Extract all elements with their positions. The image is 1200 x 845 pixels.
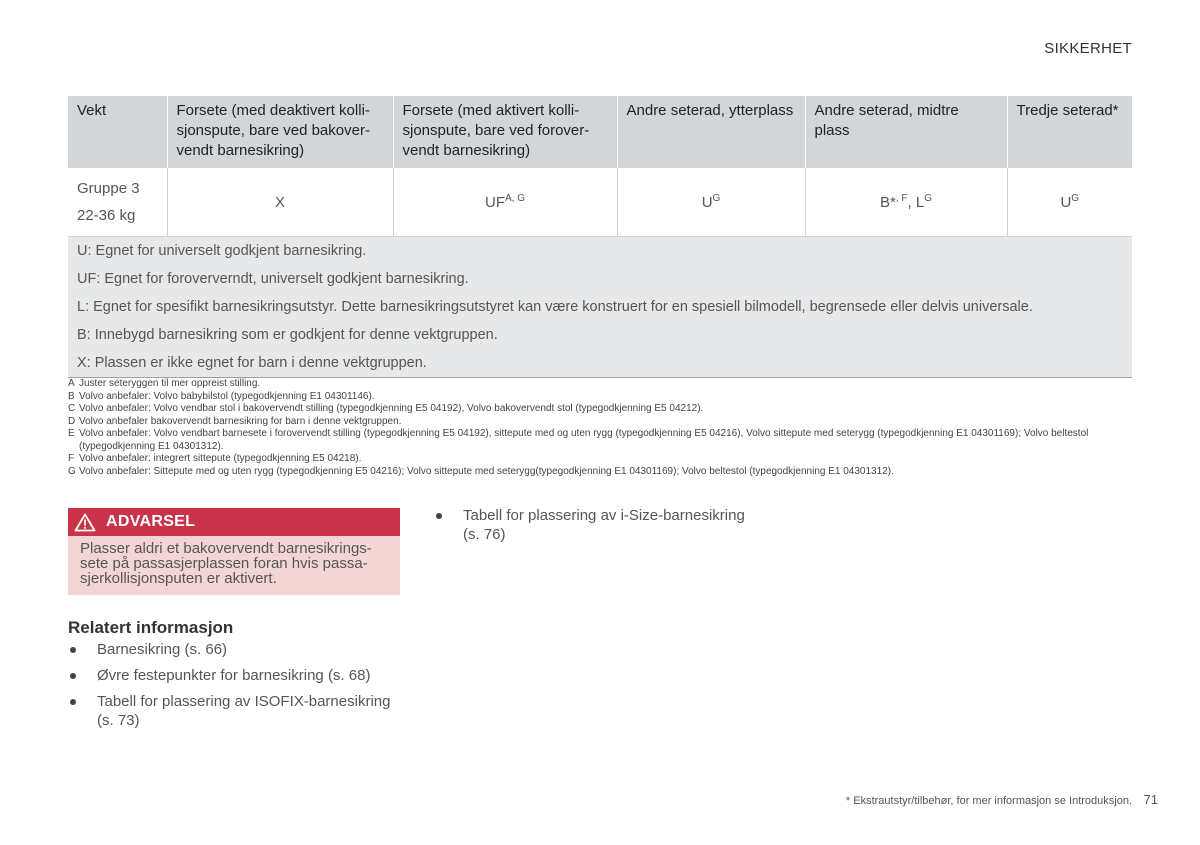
- warning-title: ADVARSEL: [106, 513, 196, 530]
- suitability-cell: $UF^{A, G}$: [393, 168, 617, 237]
- section-title: SIKKERHET: [1044, 40, 1132, 57]
- suitability-cell: $U^G$: [1007, 168, 1132, 237]
- warning-triangle-icon: [74, 513, 96, 532]
- legend-row: [68, 265, 1132, 293]
- column-header-second-row-middle: Andre seterad, midtre plass: [805, 96, 1007, 168]
- warning-box: [68, 508, 400, 595]
- bullet-icon: [70, 699, 76, 705]
- column-header-front-seat-airbag-off: Forsete (med deaktivert kolli- sjonspute, bare ved bakover- vendt barnesikring): [167, 96, 393, 168]
- column-header-front-seat-airbag-on: Forsete (med aktivert kolli- sjonspute, bare ved forover- vendt barnesikring): [393, 96, 617, 168]
- footnote: G Volvo anbefaler: Sittepute med og uten rygg (typegodkjenning E5 04216); Volvo sittepute med seterygg(typegodkjenning E1 04301169); Volvo beltestol (typegodkjenning E1 04301312).: [68, 465, 894, 477]
- related-link[interactable]: Tabell for plassering av ISOFIX-barnesikring (s. 73): [68, 692, 408, 730]
- warning-text: Plasser aldri et bakovervendt barnesikrings- sete på passasjerplassen foran hvis passa- sjerkollisjonsputen er aktivert.: [68, 536, 400, 595]
- related-link[interactable]: Tabell for plassering av i-Size-barnesikring (s. 76): [434, 506, 754, 544]
- footnote: C Volvo anbefaler: Volvo vendbar stol i bakovervendt stilling (typegodkjenning E5 04192), Volvo bakovervendt stol (typegodkjenning E5 04212).: [68, 403, 704, 414]
- weight-group-cell: [68, 168, 167, 237]
- suitability-cell: B*$^{, F}$, $L^G$: [805, 168, 1007, 237]
- legend-text: UF: Egnet for foroververndt, universelt godkjent barnesikring.: [68, 265, 1132, 293]
- bullet-icon: [70, 673, 76, 679]
- footnotes: [68, 378, 1132, 478]
- related-link[interactable]: Barnesikring (s. 66): [68, 640, 408, 659]
- legend-text: U: Egnet for universelt godkjent barnesikring.: [68, 237, 1132, 266]
- child-seat-placement-table: [68, 96, 1132, 378]
- suitability-cell: X: [167, 168, 393, 237]
- footnote: B Volvo anbefaler: Volvo babybilstol (typegodkjenning E1 04301146).: [68, 390, 375, 402]
- bullet-icon: [70, 647, 76, 653]
- related-information: [68, 618, 408, 737]
- legend-row: [68, 349, 1132, 378]
- suitability-cell: $U^G$: [617, 168, 805, 237]
- legend-row: [68, 293, 1132, 321]
- footnote: E Volvo anbefaler: Volvo vendbart barnesete i forovervendt stilling (typegodkjenning E5 04192), sittepute med og uten rygg (typegodkjenning E5 04216), Volvo sittepute med seterygg (typegodkjenning E1 04301169); Volvo beltestol (typegodkjenning E1 04301312).: [68, 428, 1089, 452]
- bullet-icon: [436, 513, 442, 519]
- related-title: Relatert informasjon: [68, 618, 234, 637]
- group-label: Gruppe 3: [77, 180, 140, 197]
- footnote: D Volvo anbefaler bakovervendt barnesikring for barn i denne vektgruppen.: [68, 415, 402, 427]
- column-header-weight: Vekt: [68, 96, 167, 168]
- weight-range: 22-36 kg: [77, 207, 136, 224]
- legend-text: X: Plassen er ikke egnet for barn i denne vektgruppen.: [68, 349, 1132, 378]
- related-link[interactable]: Øvre festepunkter for barnesikring (s. 68): [68, 666, 408, 685]
- page-number: 71: [1143, 792, 1158, 807]
- footnote: A Juster seteryggen til mer oppreist stilling.: [68, 378, 261, 389]
- legend-text: B: Innebygd barnesikring som er godkjent for denne vektgruppen.: [68, 321, 1132, 349]
- footnote: F Volvo anbefaler: integrert sittepute (typegodkjenning E5 04218).: [68, 453, 362, 464]
- column-header-third-row: Tredje seterad*: [1007, 96, 1132, 168]
- column-header-second-row-outer: Andre seterad, ytterplass: [617, 96, 805, 168]
- legend-row: [68, 237, 1132, 266]
- table-row: [68, 168, 1132, 237]
- legend-row: [68, 321, 1132, 349]
- footer-note: * Ekstrautstyr/tilbehør, for mer informasjon se Introduksjon.: [845, 795, 1132, 807]
- warning-header: [68, 508, 400, 536]
- related-list-continued: [434, 506, 754, 551]
- related-list: [68, 640, 408, 730]
- legend-text: L: Egnet for spesifikt barnesikringsutstyr. Dette barnesikringsutstyret kan være konstruert for en spesiell bilmodell, begrensede eller delvis universale.: [68, 293, 1132, 321]
